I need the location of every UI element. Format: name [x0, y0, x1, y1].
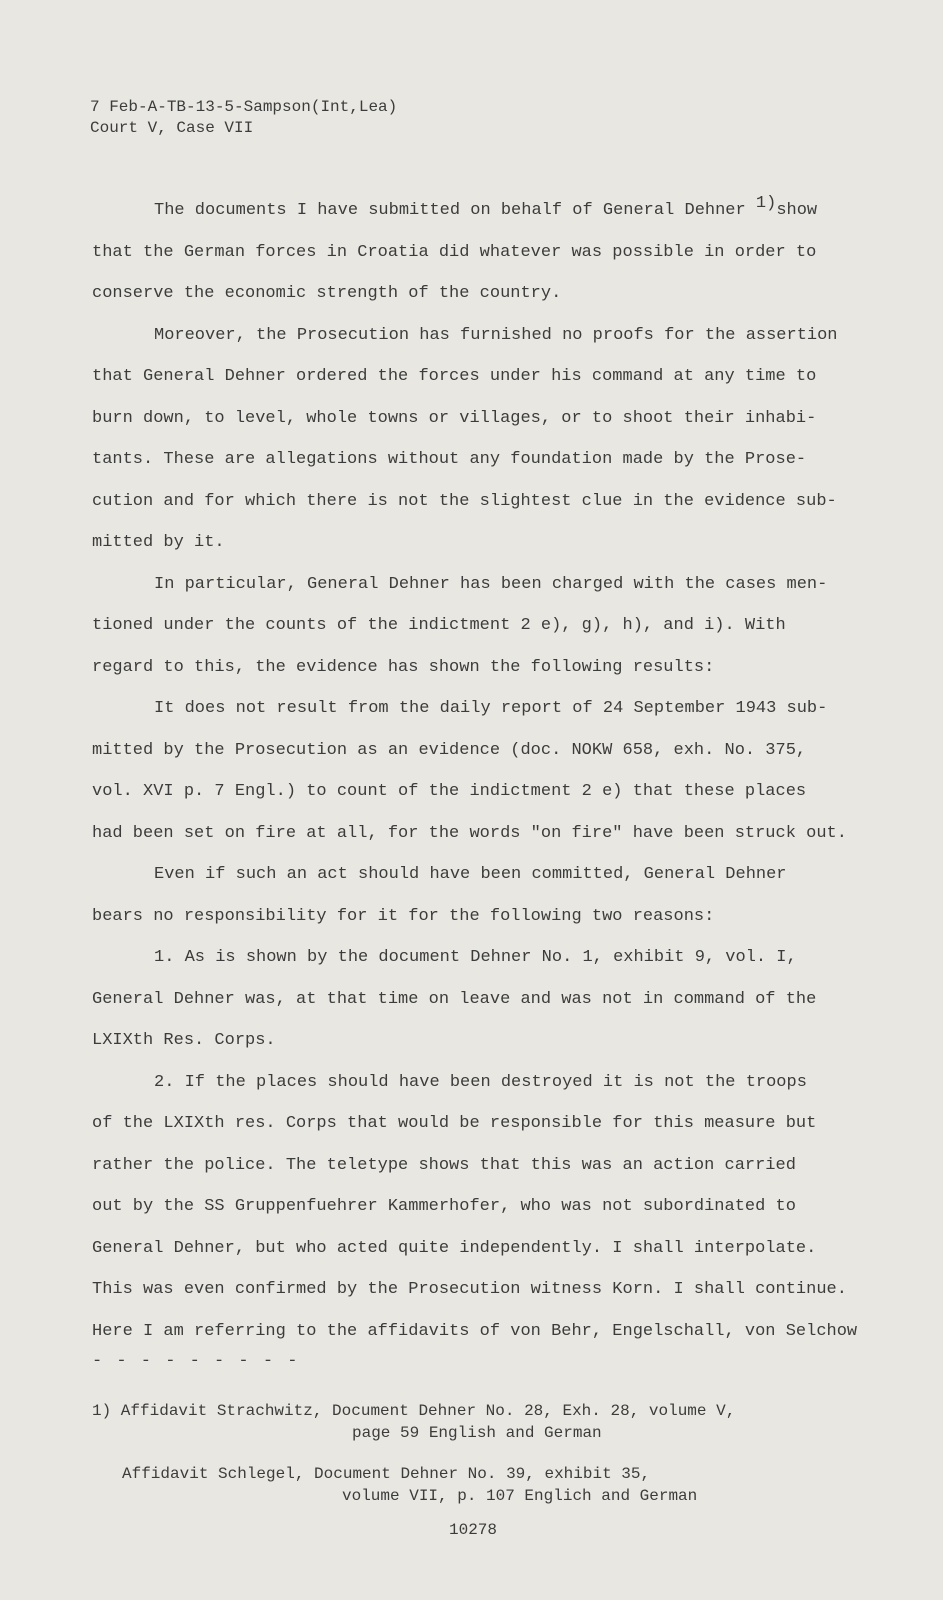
text-line: burn down, to level, whole towns or villages, or to shoot their inhabi- [92, 408, 817, 428]
text-line: 2. If the places should have been destroyed it is not the troops [154, 1072, 807, 1092]
header-reference-line: 7 Feb-A-TB-13-5-Sampson(Int,Lea) [90, 98, 398, 116]
text-line: rather the police. The teletype shows that this was an action carried [92, 1155, 796, 1175]
text-line: Here I am referring to the affidavits of von Behr, Engelschall, von Selchow [92, 1321, 858, 1341]
text-line: 1. As is shown by the document Dehner No. 1, exhibit 9, vol. I, [154, 948, 797, 967]
document-body [92, 196, 882, 1358]
text-line: It does not result from the daily report of 24 September 1943 sub- [154, 699, 828, 718]
footnote-separator: - - - - - - - - - [92, 1352, 300, 1371]
page-number: 10278 [449, 1521, 498, 1539]
text-line: cution and for which there is not the slightest clue in the evidence sub- [92, 491, 837, 511]
text-line: Moreover, the Prosecution has furnished no proofs for the assertion [154, 325, 838, 345]
text-line: LXIXth Res. Corps. [92, 1031, 276, 1050]
text-line: regard to this, the evidence has shown the following results: [92, 657, 715, 677]
text-line: The documents I have submitted on behalf of General Dehner 1)show [154, 194, 818, 220]
text-line: mitted by it. [92, 533, 225, 552]
document-header [90, 97, 397, 139]
text-line: In particular, General Dehner has been charged with the cases men- [154, 574, 828, 594]
text-line: tioned under the counts of the indictment 2 e), g), h), and i). With [92, 616, 786, 635]
text-line: bears no responsibility for it for the following two reasons: [92, 906, 715, 926]
footnote-2: Affidavit Schlegel, Document Dehner No. 39, exhibit 35, [122, 1465, 651, 1483]
text-line: General Dehner was, at that time on leave and was not in command of the [92, 989, 817, 1009]
footnote-1-continuation: page 59 English and German [352, 1424, 602, 1442]
text-line: This was even confirmed by the Prosecution witness Korn. I shall continue. [92, 1280, 847, 1299]
footnote-marker: 1) [755, 194, 777, 213]
footnote-1: 1) Affidavit Strachwitz, Document Dehner No. 28, Exh. 28, volume V, [92, 1402, 736, 1420]
text-line: out by the SS Gruppenfuehrer Kammerhofer, who was not subordinated to [92, 1197, 796, 1216]
header-court-line: Court V, Case VII [90, 119, 254, 137]
text-line: General Dehner, but who acted quite independently. I shall interpolate. [92, 1238, 817, 1258]
text-line: conserve the economic strength of the country. [92, 284, 562, 303]
footnote-2-continuation: volume VII, p. 107 Englich and German [342, 1487, 698, 1505]
text-line: tants. These are allegations without any foundation made by the Prose- [92, 450, 807, 469]
text-line: of the LXIXth res. Corps that would be responsible for this measure but [92, 1114, 817, 1133]
text-line: mitted by the Prosecution as an evidence (doc. NOKW 658, exh. No. 375, [92, 740, 807, 760]
text-line: vol. XVI p. 7 Engl.) to count of the indictment 2 e) that these places [92, 782, 807, 801]
text-line: had been set on fire at all, for the words "on fire" have been struck out. [92, 823, 847, 843]
text-line: that the German forces in Croatia did whatever was possible in order to [92, 242, 817, 262]
text-line: Even if such an act should have been committed, General Dehner [154, 865, 787, 884]
text-line: that General Dehner ordered the forces under his command at any time to [92, 367, 817, 386]
